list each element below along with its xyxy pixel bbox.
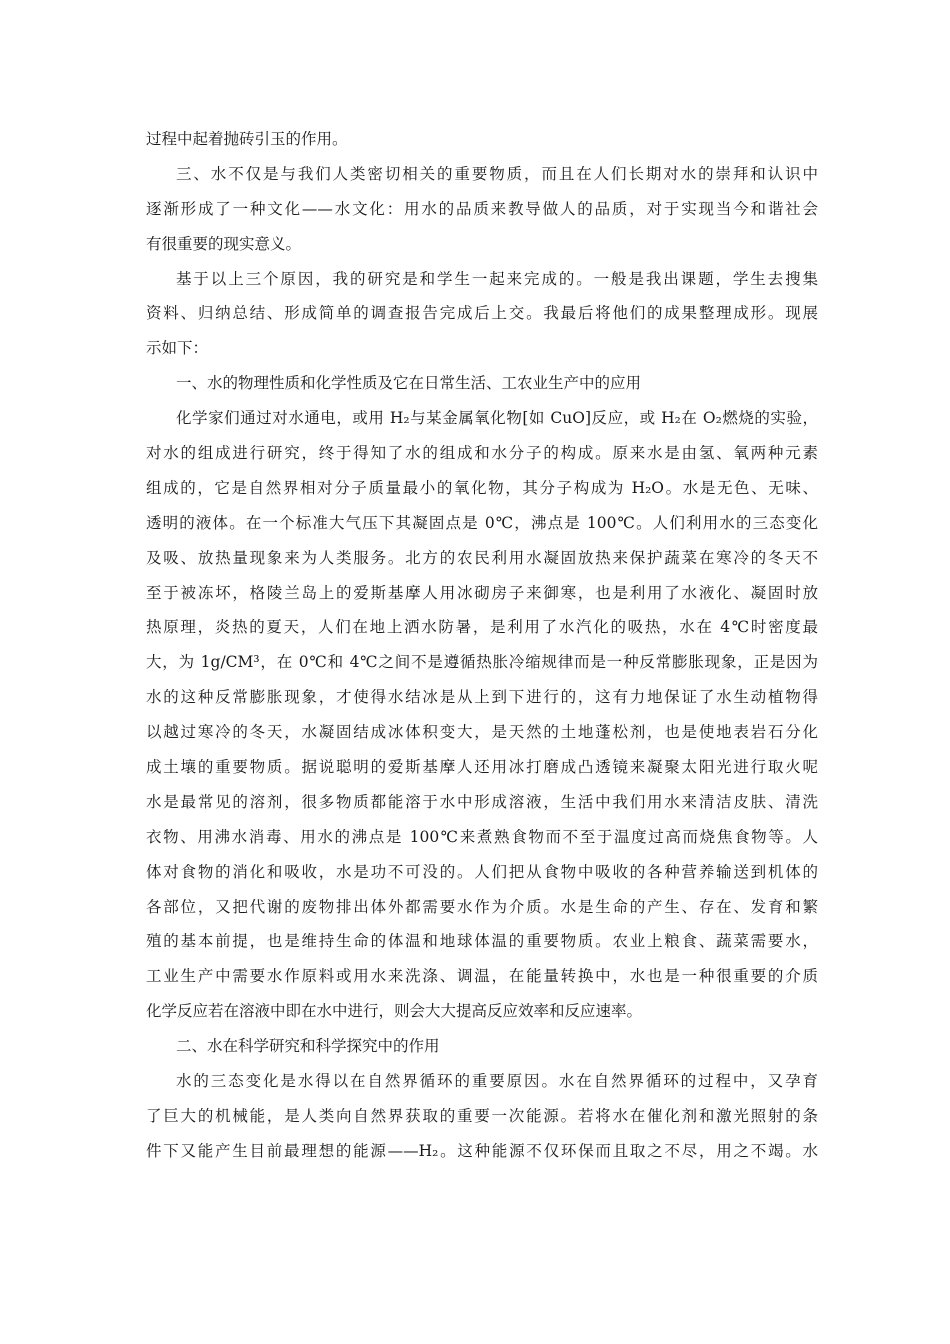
text-line: 及吸、放热量现象来为人类服务。北方的农民利用水凝固放热来保护蔬菜在寒冷的冬天不 [146, 548, 818, 567]
text-line: 殖的基本前提，也是维持生命的体温和地球体温的重要物质。农业上粮食、蔬菜需要水， [146, 932, 818, 951]
text-line: 至于被冻坏，格陵兰岛上的爱斯基摩人用冰砌房子来御寒，也是利用了水液化、凝固时放 [146, 583, 818, 602]
text-line: 体对食物的消化和吸收，水是功不可没的。人们把从食物中吸收的各种营养输送到机体的 [146, 862, 818, 881]
text-line: 二、水在科学研究和科学探究中的作用 [176, 1037, 440, 1056]
text-line: 水的三态变化是水得以在自然界循环的重要原因。水在自然界循环的过程中，又孕育 [176, 1072, 818, 1091]
text-line: 化学家们通过对水通电，或用 H₂与某金属氧化物[如 CuO]反应，或 H₂在 O₂燃烧的实验， [176, 409, 818, 428]
text-line: 化学反应若在溶液中即在水中进行，则会大大提高反应效率和反应速率。 [146, 1002, 643, 1021]
text-line: 件下又能产生目前最理想的能源——H₂。这种能源不仅环保而且取之不尽，用之不竭。水 [146, 1141, 818, 1160]
text-line: 工业生产中需要水作原料或用水来洗涤、调温，在能量转换中，水也是一种很重要的介质 [146, 967, 818, 986]
text-line: 一、水的物理性质和化学性质及它在日常生活、工农业生产中的应用 [176, 374, 642, 393]
text-line: 三、水不仅是与我们人类密切相关的重要物质，而且在人们长期对水的崇拜和认识中 [176, 164, 818, 183]
text-line: 基于以上三个原因，我的研究是和学生一起来完成的。一般是我出课题，学生去搜集 [176, 269, 818, 288]
text-line: 过程中起着抛砖引玉的作用。 [146, 130, 348, 148]
text-line: 水的这种反常膨胀现象，才使得水结冰是从上到下进行的，这有力地保证了水生动植物得 [146, 688, 818, 707]
text-line: 有很重要的现实意义。 [146, 234, 302, 253]
text-line: 了巨大的机械能，是人类向自然界获取的重要一次能源。若将水在催化剂和激光照射的条 [146, 1106, 818, 1125]
text-line: 衣物、用沸水消毒、用水的沸点是 100℃来煮熟食物而不至于温度过高而烧焦食物等。人 [146, 827, 818, 846]
text-line: 透明的液体。在一个标准大气压下其凝固点是 0℃，沸点是 100℃。人们利用水的三态变化 [146, 513, 818, 532]
text-line: 热原理，炎热的夏天，人们在地上洒水防暑，是利用了水汽化的吸热，水在 4℃时密度最 [146, 618, 818, 637]
text-line: 逐渐形成了一种文化——水文化：用水的品质来教导做人的品质，对于实现当今和谐社会 [146, 199, 818, 218]
text-line: 资料、归纳总结、形成简单的调查报告完成后上交。我最后将他们的成果整理成形。现展 [146, 304, 818, 323]
document-body [146, 122, 818, 1169]
text-line: 成土壤的重要物质。据说聪明的爱斯基摩人还用冰打磨成凸透镜来凝聚太阳光进行取火呢 [146, 758, 818, 777]
text-line: 组成的，它是自然界相对分子质量最小的氧化物，其分子构成为 H₂O。水是无色、无味、 [146, 478, 818, 497]
text-line: 水是最常见的溶剂，很多物质都能溶于水中形成溶液，生活中我们用水来清洁皮肤、清洗 [146, 792, 818, 811]
text-line: 示如下： [146, 339, 209, 358]
text-line: 以越过寒冷的冬天，水凝固结成冰体积变大，是天然的土地蓬松剂，也是使地表岩石分化 [146, 723, 818, 742]
text-line: 各部位，又把代谢的废物排出体外都需要水作为介质。水是生命的产生、存在、发育和繁 [146, 897, 818, 916]
text-line: 对水的组成进行研究，终于得知了水的组成和水分子的构成。原来水是由氢、氧两种元素 [146, 444, 818, 463]
text-line: 大，为 1g/CM³，在 0℃和 4℃之间不是遵循热胀冷缩规律而是一种反常膨胀现象，正是因为 [146, 653, 818, 672]
